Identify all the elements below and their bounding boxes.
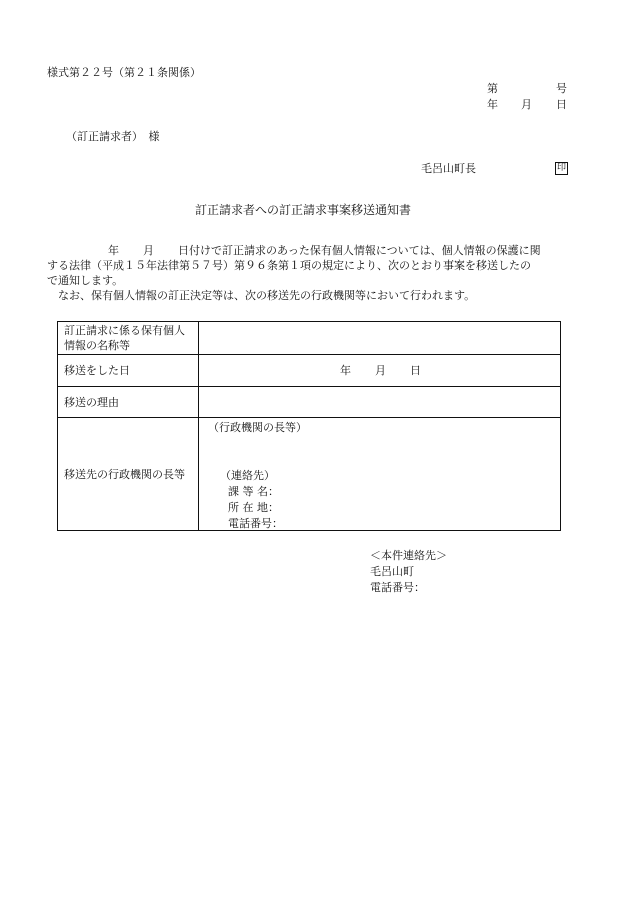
body-line-2: する法律（平成１５年法律第５７号）第９６条第１項の規定により、次のとおり事案を移送したの: [47, 259, 531, 272]
form-number: 様式第２２号（第２１条関係）: [47, 66, 201, 79]
document-title: 訂正請求者への訂正請求事案移送通知書: [195, 203, 412, 217]
label-transfer-reason: 移送の理由: [58, 387, 199, 418]
transfer-info-table: [57, 321, 561, 531]
contact-tel: 電話番号：: [370, 581, 425, 594]
value-transfer-date: [199, 355, 561, 387]
body-blank-month: 月: [143, 244, 154, 257]
value-transfer-reason: [199, 387, 561, 418]
destination-tel: 電話番号：: [228, 517, 283, 530]
table-row-info-name: [58, 322, 561, 355]
label-info-name-line2: 情報の名称等: [64, 339, 130, 352]
label-info-name: [58, 322, 199, 355]
table-row-destination: [58, 418, 561, 531]
body-blank-year: 年: [108, 244, 119, 257]
seal-mark: 印: [556, 163, 566, 173]
table-row-transfer-reason: [58, 387, 561, 418]
label-info-name-line1: 訂正請求に係る保有個人: [64, 324, 185, 337]
value-destination: [199, 418, 561, 531]
date-year: 年: [487, 98, 498, 111]
label-transfer-date: 移送をした日: [58, 355, 199, 387]
contact-org: 毛呂山町: [370, 565, 414, 578]
label-destination: 移送先の行政機関の長等: [58, 418, 199, 531]
date-month: 月: [521, 98, 532, 111]
doc-number-go: 号: [556, 82, 567, 95]
sender-name: 毛呂山町長: [421, 162, 476, 175]
table-row-transfer-date: [58, 355, 561, 387]
date-day: 日: [556, 98, 567, 111]
destination-contact-label: （連絡先）: [220, 469, 275, 482]
addressee: （訂正請求者） 様: [66, 130, 160, 143]
destination-head: （行政機関の長等）: [208, 421, 307, 434]
destination-address: 所 在 地：: [228, 501, 279, 514]
transfer-date-month: 月: [375, 364, 386, 377]
destination-dept: 課 等 名：: [228, 485, 279, 498]
body-paragraph: [47, 243, 587, 303]
contact-heading: ＜本件連絡先＞: [370, 549, 447, 562]
doc-number-dai: 第: [487, 82, 498, 95]
transfer-date-year: 年: [340, 364, 351, 377]
body-line-1-text: 日付けで訂正請求のあった保有個人情報については、個人情報の保護に関: [178, 244, 541, 257]
body-line-3: で通知します。: [47, 274, 124, 287]
body-line-4: なお、保有個人情報の訂正決定等は、次の移送先の行政機関等において行われます。: [58, 289, 476, 302]
body-line-1: [47, 243, 587, 258]
transfer-date-day: 日: [410, 364, 421, 377]
destination-block: [199, 418, 560, 530]
value-info-name: [199, 322, 561, 355]
